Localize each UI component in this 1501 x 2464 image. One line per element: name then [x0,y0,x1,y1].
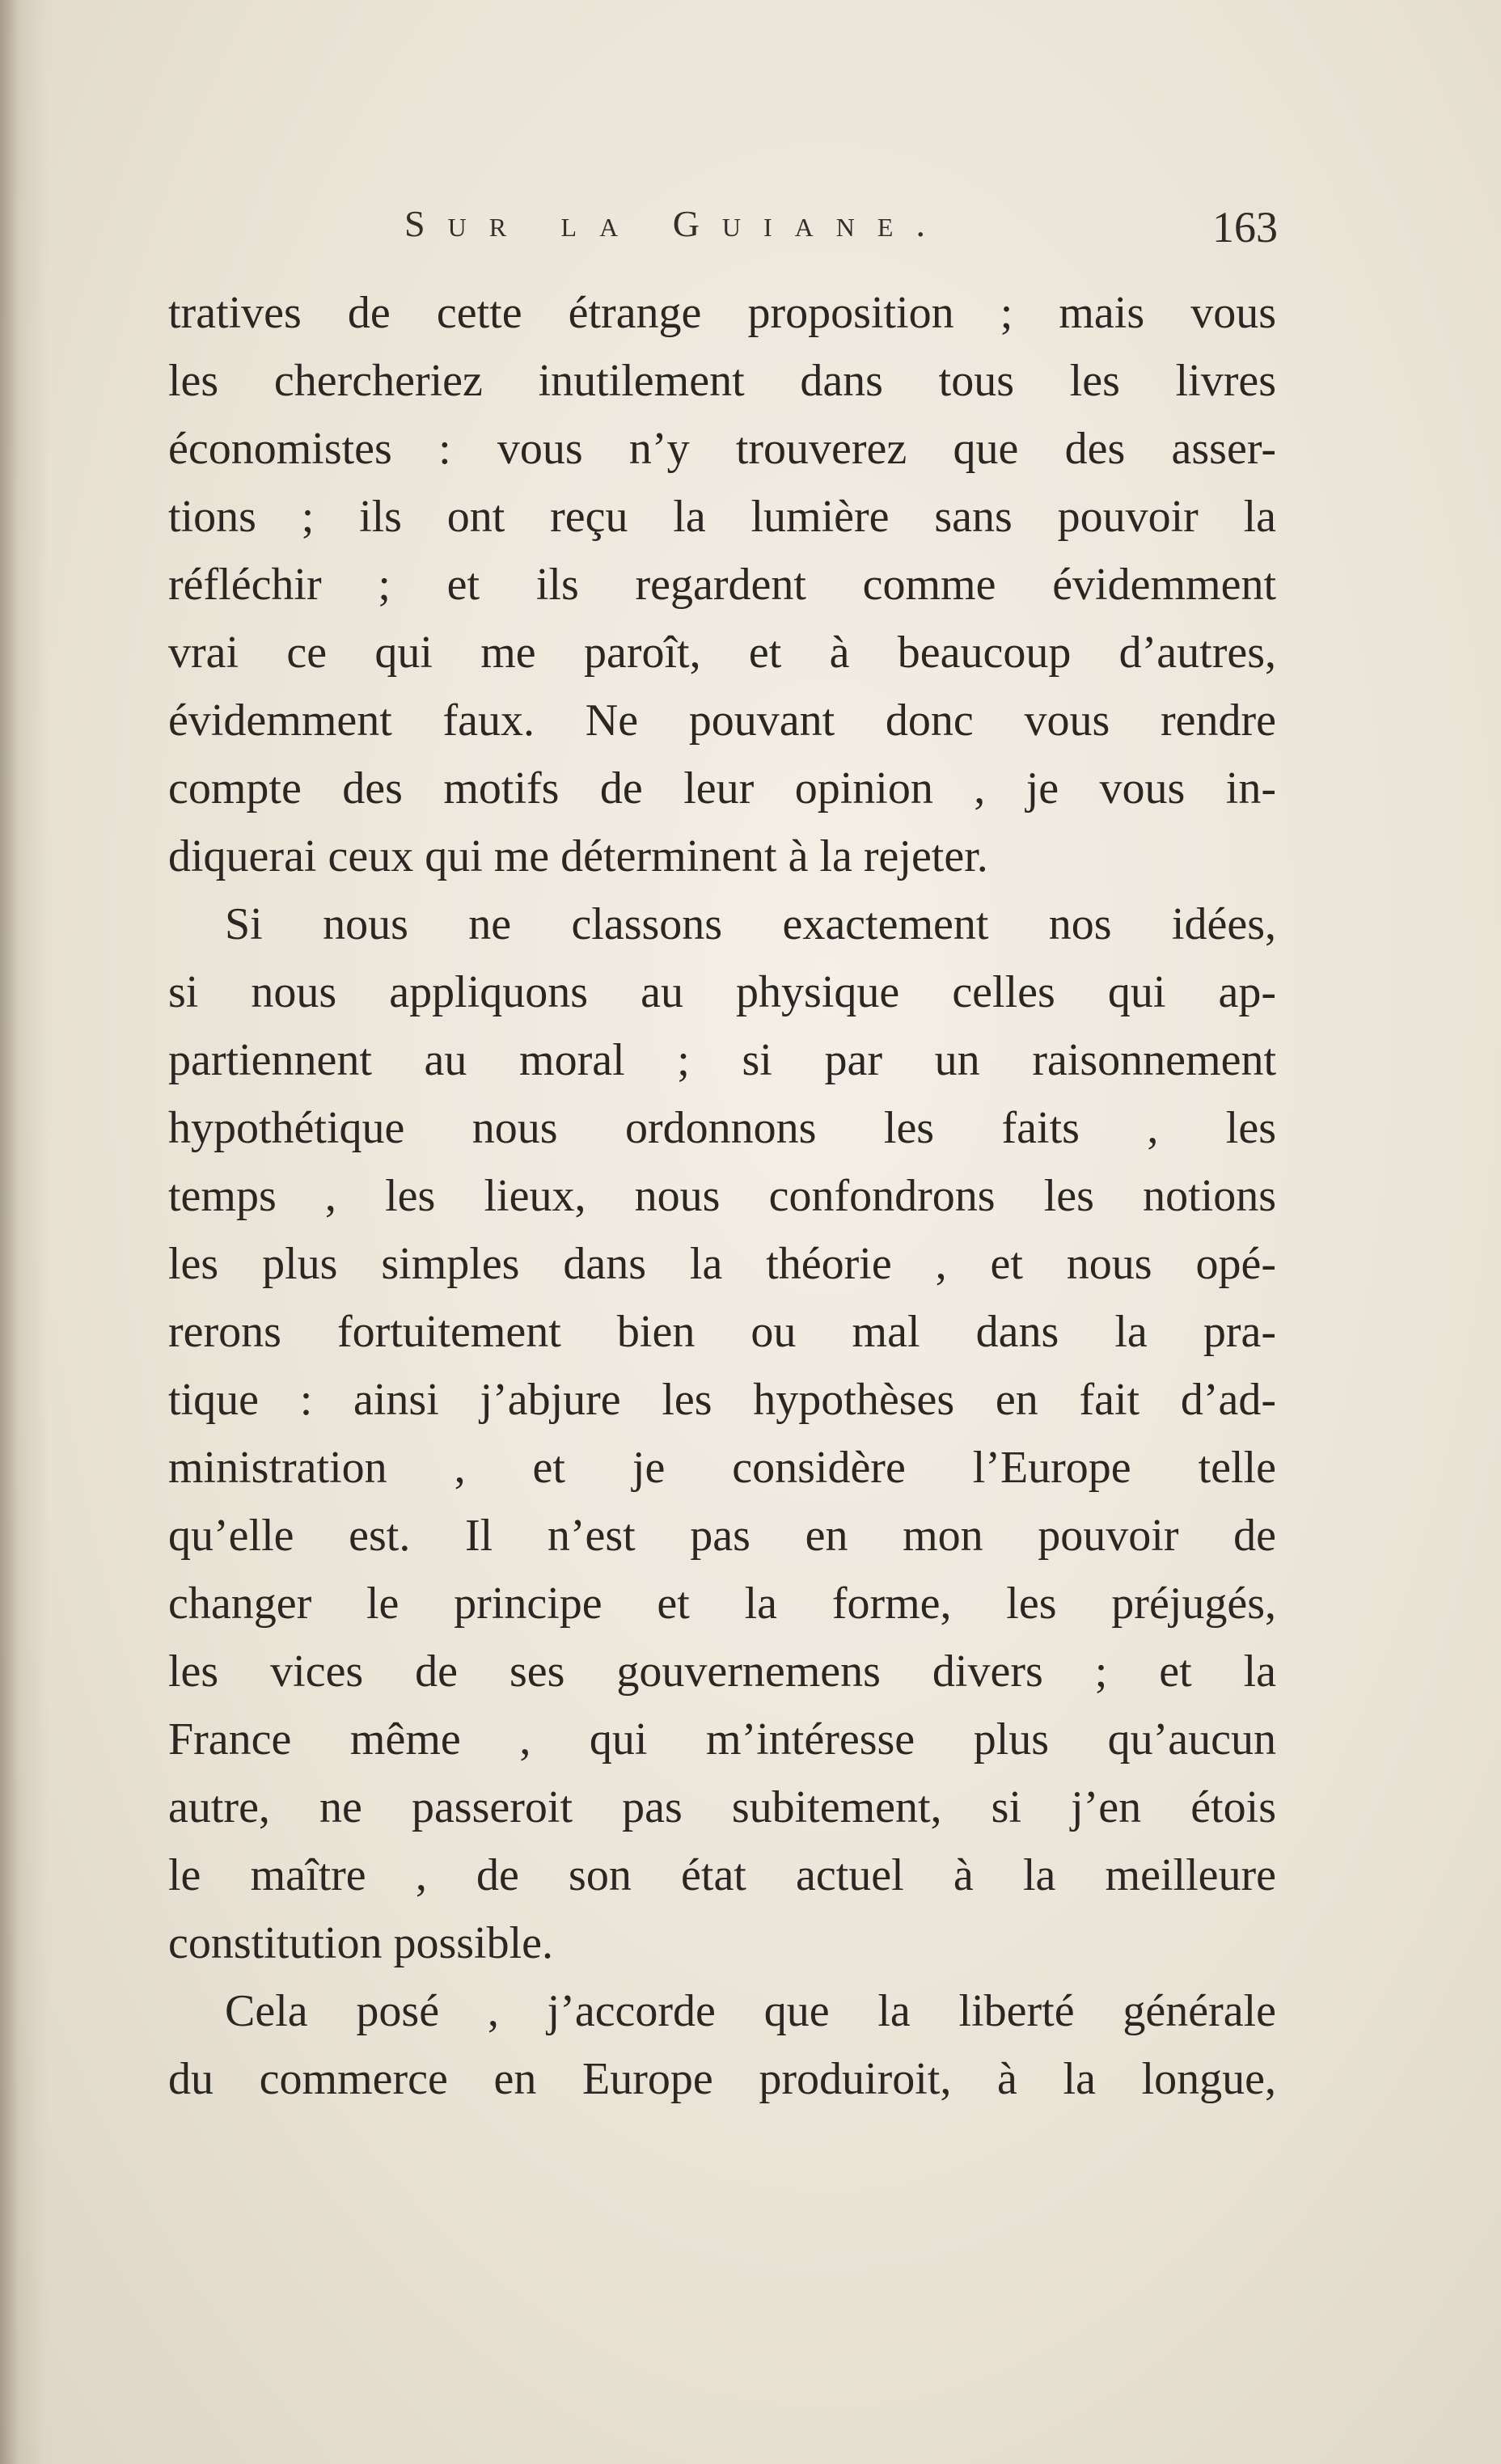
text-line: tique : ainsi j’abjure les hypothèses en fait d’ad- [168,1375,1276,1425]
text-line: les plus simples dans la théorie , et nous opé- [168,1239,1276,1289]
text-line: France même , qui m’intéresse plus qu’aucun [168,1714,1276,1765]
text-line: économistes : vous n’y trouverez que des asser- [168,424,1276,474]
text-line: réfléchir ; et ils regardent comme évidemment [168,560,1276,610]
running-head [404,202,1278,259]
text-line: autre, ne passeroit pas subitement, si j’en étois [168,1782,1276,1832]
text-line: changer le principe et la forme, les préjugés, [168,1579,1276,1629]
text-line: si nous appliquons au physique celles qui ap- [168,967,1276,1017]
text-line: le maître , de son état actuel à la meilleure [168,1850,1276,1900]
text-line: temps , les lieux, nous confondrons les notions [168,1171,1276,1221]
body-text [168,279,1276,2113]
text-line: du commerce en Europe produiroit, à la longue, [168,2054,1276,2104]
text-line: hypothétique nous ordonnons les faits , les [168,1103,1276,1153]
text-line: tions ; ils ont reçu la lumière sans pouvoir la [168,492,1276,542]
text-line: tratives de cette étrange proposition ; mais vous [168,288,1276,338]
text-line: évidemment faux. Ne pouvant donc vous rendre [168,695,1276,746]
paragraph-start-line: Si nous ne classons exactement nos idées, [225,899,1276,949]
text-line: constitution possible. [168,1918,553,1968]
page-number: 163 [1212,203,1278,251]
text-line: partiennent au moral ; si par un raisonnement [168,1035,1276,1085]
binding-gutter-shadow [0,0,49,2464]
text-line: les vices de ses gouvernemens divers ; et la [168,1646,1276,1697]
text-line: ministration , et je considère l’Europe telle [168,1443,1276,1493]
paragraph-start-line: Cela posé , j’accorde que la liberté générale [225,1986,1276,2036]
text-line: diquerai ceux qui me déterminent à la rejeter. [168,831,988,881]
text-line: vrai ce qui me paroît, et à beaucoup d’autres, [168,628,1276,678]
text-line: qu’elle est. Il n’est pas en mon pouvoir de [168,1511,1276,1561]
text-line: compte des motifs de leur opinion , je vous in- [168,763,1276,814]
text-line: les chercheriez inutilement dans tous les livres [168,356,1276,406]
running-title: Sur la Guiane. [404,203,948,244]
text-line: rerons fortuitement bien ou mal dans la pra- [168,1307,1276,1357]
